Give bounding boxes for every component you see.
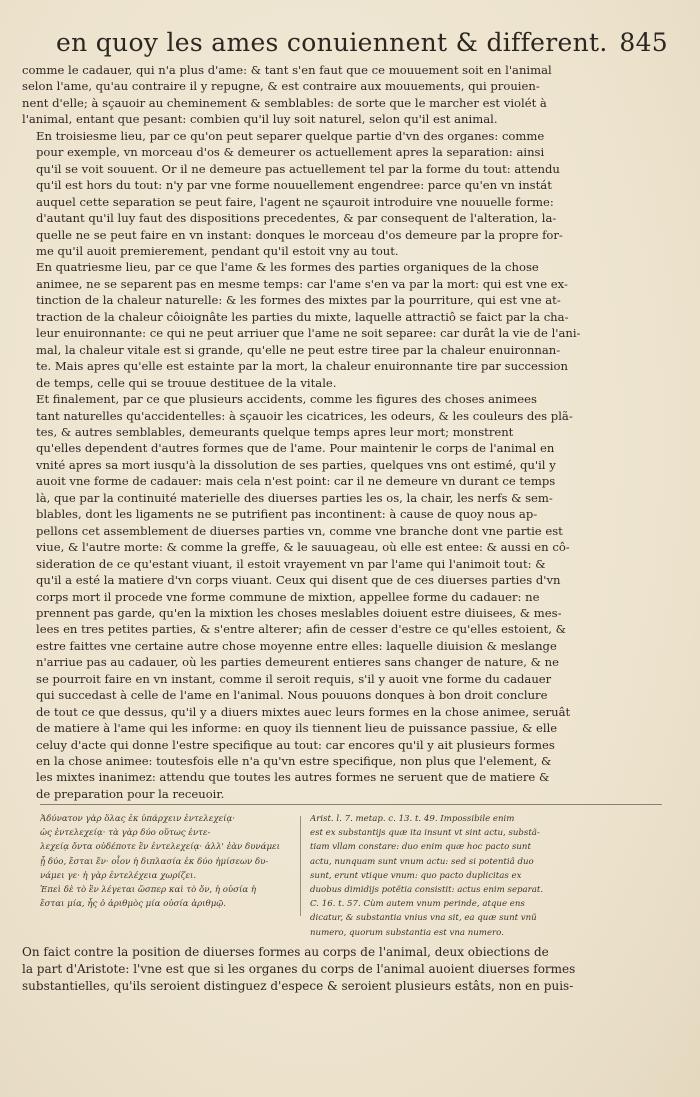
main-text (22, 62, 672, 802)
text-line: se pourroit faire en vn instant, comme il seroit requis, s'il y auoit vne forme du cadauer (36, 671, 552, 686)
text-line: Et finalement, par ce que plusieurs accidents, comme les figures des choses animees (36, 392, 537, 407)
text-line: qui succedast à celle de l'ame en l'animal. Nous pouuons donques à bon droit conclure (36, 688, 548, 703)
text-line: En troisiesme lieu, par ce qu'on peut separer quelque partie d'vn des organes: comme (36, 128, 545, 143)
paragraph-1 (22, 62, 672, 128)
greek-line: Ἀδύνατον γὰρ ὅλας ἐκ ὑπάρχειν ἐντελεχείᾳ· (40, 814, 236, 824)
greek-line: ᾖ δύο, ἔσται ἕν· οἷον ἡ διπλασία ἐκ δύο ἡμίσεων δυ- (40, 856, 269, 867)
text-line: te. Mais apres qu'elle est estainte par la mort, la chaleur enuironnante tire par succession (36, 359, 568, 374)
text-line: pour exemple, vn morceau d'os & demeurer os actuellement apres la separation: ainsi (36, 145, 545, 160)
text-line: qu'elles dependent d'autres formes que de l'ame. Pour maintenir le corps de l'animal en (36, 441, 555, 456)
greek-line: ὡς ἐντελεχείᾳ· τὰ γὰρ δύο οὕτως ἐντε- (40, 828, 211, 839)
text-line: là, que par la continuité materielle des diuerses parties les os, la chair, les nerfs & sem- (36, 490, 553, 505)
text-line: de preparation pour la receuoir. (36, 786, 225, 801)
paragraph-2 (22, 128, 672, 260)
text-line: viue, & l'autre morte: & comme la greffe, & le sauuageau, où elle est entee: & aussi en cô- (36, 540, 570, 555)
latin-line: duobus dimidijs potẽtia consistit: actus enim separat. (310, 885, 544, 896)
text-line: me qu'il auoit premierement, pendant qu'il estoit vny au tout. (36, 243, 399, 258)
text-line: leur enuironnante: ce qui ne peut arriuer que l'ame ne soit separee: car durât la vie de l'ani- (36, 326, 581, 341)
greek-citation (40, 812, 280, 911)
paragraph-4 (22, 391, 672, 802)
text-line: selon l'ame, qu'au contraire il y repugne, & est contraire aux mouuements, qui prouien- (22, 79, 540, 94)
marginal-notes (40, 812, 662, 938)
text-line: de temps, celle qui se trouue destituee de la vitale. (36, 375, 337, 390)
column-divider (300, 816, 301, 916)
text-line: tinction de la chaleur naturelle: & les formes des mixtes par la pourriture, qui est vne at- (36, 293, 561, 308)
greek-line: νάμει γε· ἡ γὰρ ἐντελέχεια χωρίζει. (40, 870, 197, 881)
text-line: nent d'elle; à sçauoir au cheminement & semblables: de sorte que le marcher est violét à (22, 95, 547, 110)
latin-line: numero, quorum substantia est vna numero. (310, 927, 504, 938)
text-line: prennent pas garde, qu'en la mixtion les choses meslables doiuent estre diuisees, & mes- (36, 605, 562, 620)
text-line: vnité apres sa mort iusqu'à la dissolution de ses parties, quelques vns ont estimé, qu'il y (36, 457, 556, 472)
running-head-title: en quoy les ames conuiennent & different. (56, 28, 608, 57)
text-line: lees en tres petites parties, & s'entre alterer; afin de cesser d'estre ce qu'elles estoient, & (36, 622, 566, 637)
greek-line: Ἐπεὶ δὲ τὸ ἓν λέγεται ὥσπερ καὶ τὸ ὄν, ἡ οὐσία ἡ (40, 885, 257, 896)
text-line: tant naturelles qu'accidentelles: à sçauoir les cicatrices, les odeurs, & les couleurs des plã- (36, 408, 573, 423)
greek-line: λεχείᾳ ὄντα οὐδέποτε ἓν ἐντελεχείᾳ· ἀλλ' ἐὰν δυνάμει (40, 842, 280, 853)
text-line: qu'il se voit souuent. Or il ne demeure pas actuellement tel par la forme du tout: attendu (36, 161, 560, 176)
text-line: celuy d'acte qui donne l'estre specifique au tout: car encores qu'il y ait plusieurs formes (36, 737, 555, 752)
text-line: comme le cadauer, qui n'a plus d'ame: & tant s'en faut que ce mouuement soit en l'animal (22, 63, 552, 77)
latin-line: est ex substantijs quæ ita insunt vt sint actu, substã- (310, 828, 540, 839)
latin-line: sunt, erunt vtique vnum: quo pacto duplicitas ex (310, 870, 522, 881)
text-line: corps mort il procede vne forme commune de mixtion, appellee forme du cadauer: ne (36, 589, 540, 604)
text-line: quelle ne se peut faire en vn instant: donques le morceau d'os demeure par la propre for- (36, 227, 563, 242)
text-line: On faict contre la position de diuerses formes au corps de l'animal, deux obiections de (22, 945, 549, 959)
text-line: de tout ce que dessus, qu'il y a diuers mixtes auec leurs formes en la chose animee, seruât (36, 704, 571, 719)
text-line: les mixtes inanimez: attendu que toutes les autres formes ne seruent que de matiere & (36, 770, 550, 785)
closing-paragraph (22, 944, 672, 995)
text-line: blables, dont les ligaments ne se putrifient pas incontinent: à cause de quoy nous ap- (36, 507, 538, 522)
paragraph-3 (22, 259, 672, 391)
text-line: tes, & autres semblables, demeurants quelque temps apres leur mort; monstrent (36, 424, 514, 439)
text-line: l'animal, entant que pesant: combien qu'il luy soit naturel, selon qu'il est animal. (22, 112, 498, 127)
text-line: estre faittes vne certaine autre chose moyenne entre elles: laquelle diuision & meslange (36, 638, 557, 653)
latin-line: C. 16. t. 57. Cùm autem vnum perinde, atque ens (310, 899, 525, 910)
text-line: mal, la chaleur vitale est si grande, qu'elle ne peut estre tiree par la chaleur enuironnan- (36, 342, 561, 357)
text-line: sideration de ce qu'estant viuant, il estoit vrayement vn par l'ame qui l'animoit tout: & (36, 556, 546, 571)
text-line: traction de la chaleur côioignâte les parties du mixte, laquelle attractiô se faict par la cha- (36, 309, 569, 324)
text-line: la part d'Aristote: l'vne est que si les organes du corps de l'animal auoient diuerses formes (22, 962, 576, 976)
text-line: d'autant qu'il luy faut des dispositions precedentes, & par consequent de l'alteration, la- (36, 211, 557, 226)
text-line: En quatriesme lieu, par ce que l'ame & les formes des parties organiques de la chose (36, 260, 539, 275)
text-line: substantielles, qu'ils seroient distinguez d'espece & seroient plusieurs estâts, non en puis- (22, 979, 574, 993)
text-line: auoit vne forme de cadauer: mais cela n'est point: car il ne demeure vn durant ce temps (36, 474, 556, 489)
page-number: 845 (619, 28, 668, 57)
text-line: animee, ne se separent pas en mesme temps: car l'ame s'en va par la mort: qui est vne ex- (36, 276, 568, 291)
latin-line: dicatur, & substantia vnius vna sit, ea quæ sunt vnũ (310, 913, 537, 924)
text-line: auquel cette separation se peut faire, l'agent ne sçauroit introduire vne nouuelle forme: (36, 194, 554, 209)
notes-divider-rule (40, 804, 662, 805)
running-head (56, 28, 668, 58)
text-line: qu'il a esté la matiere d'vn corps viuant. Ceux qui disent que de ces diuerses parties d'vn (36, 573, 561, 588)
text-line: n'arriue pas au cadauer, où les parties demeurent entieres sans changer de nature, & ne (36, 655, 559, 670)
text-line: qu'il est hors du tout: n'y par vne forme nouuellement engendree: parce qu'en vn instát (36, 178, 552, 193)
text-line: de matiere à l'ame qui les informe: en quoy ils tiennent lieu de puissance passiue, & elle (36, 721, 558, 736)
text-line: pellons cet assemblement de diuerses parties vn, comme vne branche dont vne partie est (36, 523, 563, 538)
latin-citation (310, 812, 662, 940)
latin-line: tiam vllam constare: duo enim quæ hoc pacto sunt (310, 842, 531, 853)
text-line: en la chose animee: toutesfois elle n'a qu'vn estre specifique, non plus que l'element, & (36, 754, 552, 769)
latin-line: Arist. l. 7. metap. c. 13. t. 49. Impossibile enim (310, 814, 515, 824)
greek-line: ἔσται μία, ἧς ὁ ἀριθμὸς μία οὐσία ἀριθμῷ. (40, 899, 227, 910)
latin-line: actu, nunquam sunt vnum actu: sed si potentiâ duo (310, 856, 534, 867)
